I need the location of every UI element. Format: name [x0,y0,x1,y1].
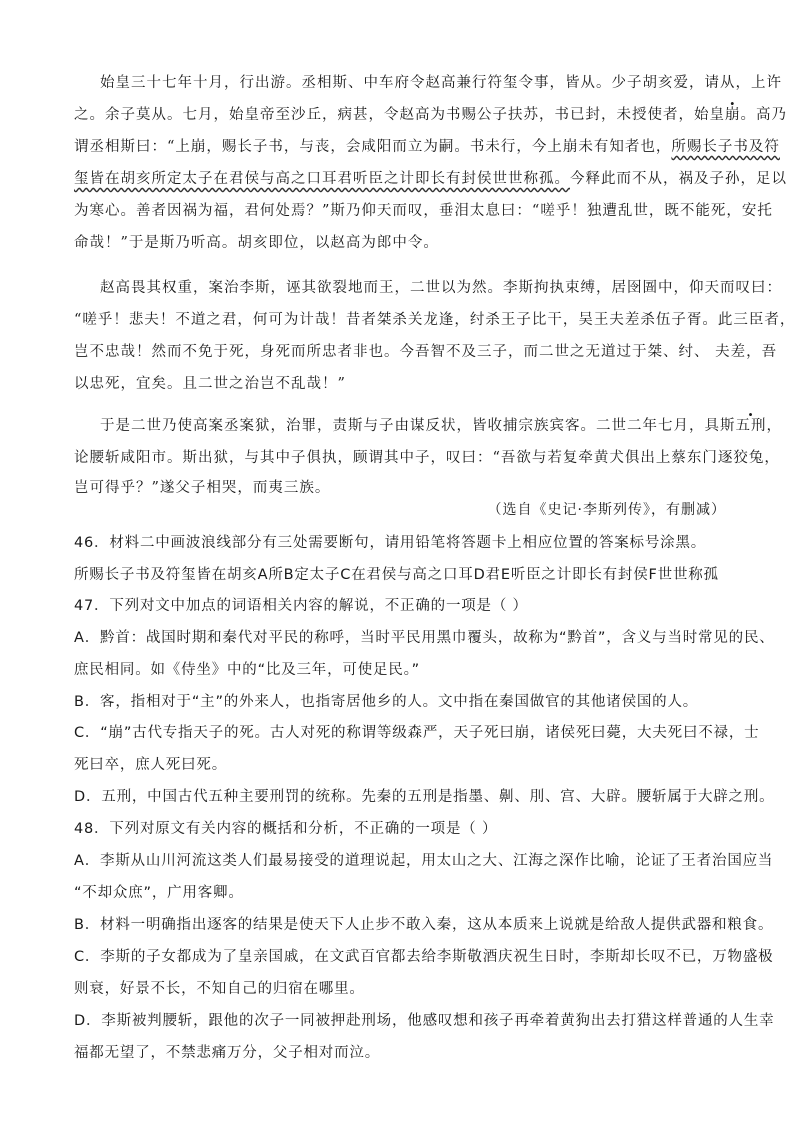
wavy-underline-text: 玺皆在胡亥所定太子在君侯与高之口耳君听臣之计即长有封侯世世称孤。 [74,171,570,187]
passage-source: （选自《史记·李斯列传》，有删减） [487,502,726,518]
passage-line: 始皇三十七年十月，行出游。丞相斯、中车府令赵高兼行符玺令事，皆从。少子胡亥爱，请从，上许 [100,75,782,91]
option-b: B．材料一明确指出逐客的结果是使天下人止步不敢入秦，这从本质来上说就是给敌人提供武器和粮食。 [74,917,774,933]
passage-line: 命哉！”于是斯乃听高。胡亥即位，以赵高为郎中令。 [74,235,439,251]
question-stem: 46．材料二中画波浪线部分有三处需要断句，请用铅笔将答题卡上相应位置的答案标号涂黑。 [74,535,707,551]
passage-line: 论腰斩咸阳市。斯出狱，与其中子俱执，顾谓其中子，叹曰：“吾欲与若复牵黄犬俱出上蔡东门逐狡兔， [74,450,780,466]
option-d-cont: 福都无望了，不禁悲痛万分，父子相对而泣。 [74,1045,380,1061]
question-stem: 47．下列对文中加点的词语相关内容的解说，不正确的一项是（ ） [74,598,528,614]
passage-line: 岂不忠哉！然而不免于死，身死而所忠者非也。今吾智不及三子，而二世之无道过于桀、纣、 夫差，吾 [74,344,778,360]
option-d: D．五刑，中国古代五种主要刑罚的统称。先秦的五刑是指墨、劓、刖、宫、大辟。腰斩属于大辟之刑。 [74,789,775,805]
passage-line: 赵高畏其权重，案治李斯，诬其欲裂地而王，二世以为然。李斯拘执束缚，居囹圄中，仰天而叹曰： [100,280,782,296]
option-c: C．李斯的子女都成为了皇亲国戚，在文武百官都去给李斯敬酒庆祝生日时，李斯却长叹不已，万物盛极 [74,949,774,965]
question-stem: 48．下列对原文有关内容的概括和分析，不正确的一项是（ ） [74,821,498,837]
passage-line: 岂可得乎？”遂父子相哭，而夷三族。 [74,480,331,496]
passage-line: 之。余子莫从。七月，始皇帝至沙丘，病甚，令赵高为书赐公子扶苏，书已封，未授使者，始皇崩。高乃 [74,107,787,123]
passage-line: 于是二世乃使高案丞案狱，治罪，责斯与子由谋反状，皆收捕宗族宾客。二世二年七月，具斯五刑， [100,418,782,434]
option-c-cont: 则衰，好景不长，不知自己的归宿在哪里。 [74,981,365,997]
passage-line: 为寒心。善者因祸为福，君何处焉？”斯乃仰天而叹，垂泪太息曰：“嗟乎！独遭乱世，既不能死，安托 [74,203,773,219]
option-c-cont: 死曰卒，庶人死曰死。 [74,757,227,773]
passage-line: 谓丞相斯曰：“上崩，赐长子书，与丧，会咸阳而立为嗣。书未行，今上崩未有知者也，所赐长子书及符 [74,139,780,155]
option-a: A．李斯从山川河流这类人们最易接受的道理说起，用太山之大、江海之深作比喻，论证了王者治国应当 [74,853,774,869]
option-a-cont: “不却众庶”，广用客卿。 [74,885,244,901]
wavy-underline-text: 所赐长子书及符 [671,139,780,155]
option-a: A．黔首：战国时期和秦代对平民的称呼，当时平民用黑巾覆头，故称为“黔首”，含义与当时常见的民、 [74,630,775,646]
passage-line: “嗟乎！悲夫！不道之君，何可为计哉！昔者桀杀关龙逢，纣杀王子比干，吴王夫差杀伍子胥。此三臣者， [74,312,796,328]
option-b: B．客，指相对于“主”的外来人，也指寄居他乡的人。文中指在秦国做官的其他诸侯国的人。 [74,694,699,710]
option-c: C．“崩”古代专指天子的死。古人对死的称谓等级森严，天子死曰崩，诸侯死曰薨，大夫死曰不禄，士 [74,725,760,741]
passage-line: 玺皆在胡亥所定太子在君侯与高之口耳君听臣之计即长有封侯世世称孤。今释此而不从，祸及子孙，足以 [74,171,787,187]
dotted-word: 崩 [725,107,741,123]
passage-line: 以忠死，宜矣。且二世之治岂不乱哉！” [74,376,346,392]
question-text: 所赐长子书及符玺皆在胡亥A所B定太子C在君侯与高之口耳D君E听臣之计即长有封侯F世世称孤 [74,567,719,583]
option-a-cont: 庶民相同。如《侍坐》中的“比及三年，可使足民。” [74,662,420,678]
dotted-word: 五刑 [735,418,767,434]
option-d: D．李斯被判腰斩，跟他的次子一同被押赴刑场，他感叹想和孩子再牵着黄狗出去打猎这样普通的人生幸 [74,1013,775,1029]
